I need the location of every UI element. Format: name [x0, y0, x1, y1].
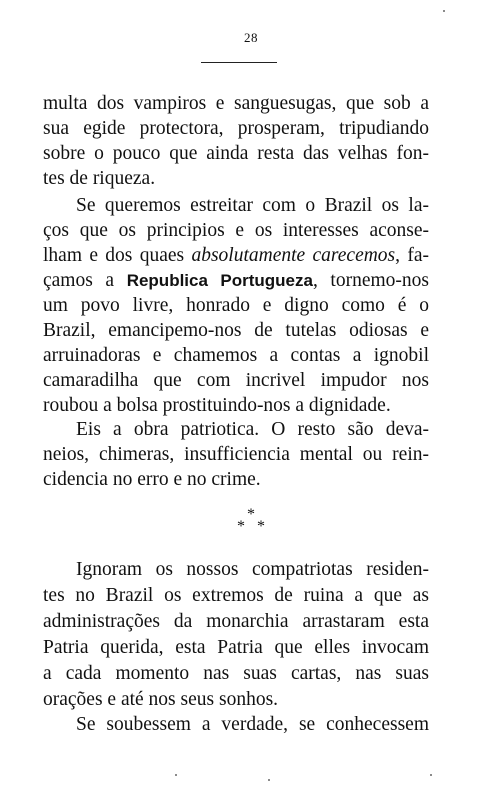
text-line: camaradilha que com incrivel impudor nos — [43, 370, 429, 391]
scan-speck — [443, 10, 445, 12]
text-segment: lham e dos quaes — [43, 245, 192, 266]
text-line: a cada momento nas suas cartas, nas suas — [43, 663, 429, 684]
text-line: sobre o pouco que ainda resta das velhas fon- — [43, 143, 429, 164]
text-line: administrações da monarchia arrastaram esta — [43, 611, 429, 632]
text-line: Se queremos estreitar com o Brazil os la- — [76, 195, 429, 216]
text-line: tes de riqueza. — [43, 168, 156, 189]
text-line — [43, 269, 429, 293]
text-line: arruinadoras e chamemos a contas a ignobil — [43, 345, 429, 366]
text-line: cidencia no erro e no crime. — [43, 469, 261, 490]
text-line: Ignoram os nossos compatriotas residen- — [76, 559, 429, 580]
text-line: sua egide protectora, prosperam, tripudiando — [43, 118, 429, 139]
italic-emphasis: absolutamente carecemos — [191, 245, 396, 266]
text-line: multa dos vampiros e sanguesugas, que sob a — [43, 93, 429, 114]
text-line: Brazil, emancipemo-nos de tutelas odiosas e — [43, 320, 429, 341]
text-segment: çamos a — [43, 270, 127, 291]
scan-speck — [175, 774, 177, 776]
asterism-top: * — [247, 506, 255, 523]
scan-speck — [268, 779, 270, 781]
text-line: orações e até nos seus sonhos. — [43, 689, 279, 710]
text-line: Eis a obra patriotica. O resto são deva- — [76, 419, 429, 440]
page-number: 28 — [244, 30, 258, 45]
text-segment: , fa- — [395, 245, 429, 266]
text-line: neios, chimeras, insufficiencia mental ou rein- — [43, 444, 429, 465]
scan-speck — [430, 774, 432, 776]
text-line: um povo livre, honrado e digno como é o — [43, 295, 429, 316]
bold-emphasis: Republica Portugueza — [126, 271, 313, 290]
text-line: ços que os principios e os interesses aconse- — [43, 220, 429, 241]
text-line: tes no Brazil os extremos de ruina a que as — [43, 585, 429, 606]
text-line — [43, 244, 429, 268]
text-line: Patria querida, esta Patria que elles invocam — [43, 637, 429, 658]
asterism-bottom: * * — [237, 518, 265, 535]
text-segment: , tornemo-nos — [312, 270, 429, 291]
text-line: roubou a bolsa prostituindo-nos a dignidade. — [43, 395, 391, 416]
text-line: Se soubessem a verdade, se conhecessem — [76, 714, 429, 735]
header-rule — [201, 62, 277, 63]
